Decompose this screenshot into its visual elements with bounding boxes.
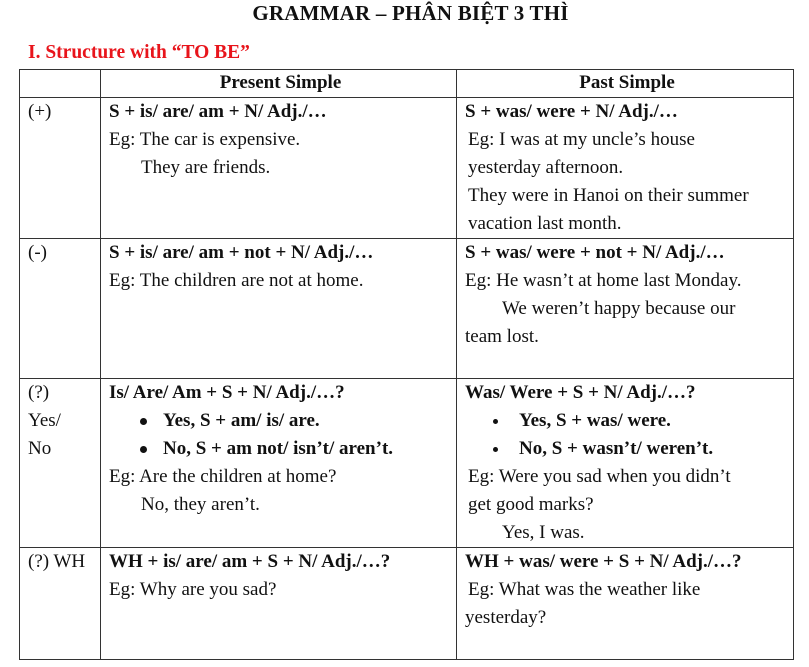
section-title: I. Structure with “TO BE” [28, 42, 250, 63]
example-text: Yes, I was. [502, 522, 585, 543]
table-row-wh-question [20, 548, 794, 660]
cell-past-positive [457, 98, 794, 239]
header-past-simple: Past Simple [457, 70, 794, 98]
formula-text: S + was/ were + not + N/ Adj./… [465, 242, 725, 263]
row-label-positive [20, 98, 101, 239]
cell-present-negative [101, 239, 457, 379]
example-text: yesterday? [465, 607, 547, 628]
table-row-yes-no-question [20, 379, 794, 548]
example-text: Eg: Were you sad when you didn’t [468, 466, 731, 487]
row-label-line: No [28, 438, 52, 459]
cell-present-wh [101, 548, 457, 660]
example-text: get good marks? [468, 494, 594, 515]
example-text: Eg: What was the weather like [468, 579, 701, 600]
formula-text: Is/ Are/ Am + S + N/ Adj./…? [109, 382, 345, 403]
cell-past-negative [457, 239, 794, 379]
row-label-line: (+) [28, 101, 52, 122]
row-label-yes-no [20, 379, 101, 548]
formula-text: S + is/ are/ am + not + N/ Adj./… [109, 242, 374, 263]
formula-text: S + was/ were + N/ Adj./… [465, 101, 678, 122]
header-present-simple: Present Simple [101, 70, 457, 98]
answer-bullet-list [465, 407, 789, 463]
example-text: yesterday afternoon. [468, 157, 624, 178]
example-text: team lost. [465, 326, 539, 347]
row-label-wh [20, 548, 101, 660]
example-text: Eg: The children are not at home. [109, 270, 364, 291]
row-label-negative [20, 239, 101, 379]
formula-text: S + is/ are/ am + N/ Adj./… [109, 101, 327, 122]
example-text: We weren’t happy because our [502, 298, 736, 319]
table-row-negative [20, 239, 794, 379]
header-empty [20, 70, 101, 98]
formula-text: WH + is/ are/ am + S + N/ Adj./…? [109, 551, 391, 572]
example-text: Eg: I was at my uncle’s house [468, 129, 695, 150]
answer-bullet-list [109, 407, 452, 463]
table-row-positive [20, 98, 794, 239]
row-label-line: Yes/ [28, 410, 61, 431]
row-label-line: (-) [28, 242, 47, 263]
row-label-line: (?) [28, 382, 50, 403]
bullet-item: Yes, S + am/ is/ are. [137, 407, 452, 435]
cell-past-yes-no [457, 379, 794, 548]
formula-text: WH + was/ were + S + N/ Adj./…? [465, 551, 742, 572]
bullet-item: Yes, S + was/ were. [493, 407, 789, 435]
cell-past-wh [457, 548, 794, 660]
cell-present-yes-no [101, 379, 457, 548]
example-text: They are friends. [141, 157, 271, 178]
example-text: Eg: Why are you sad? [109, 579, 277, 600]
grammar-table [19, 69, 794, 660]
bullet-item: No, S + am not/ isn’t/ aren’t. [137, 435, 452, 463]
bullet-item: No, S + wasn’t/ weren’t. [493, 435, 789, 463]
example-text: They were in Hanoi on their summer [468, 185, 749, 206]
example-text: No, they aren’t. [141, 494, 260, 515]
cell-present-positive [101, 98, 457, 239]
row-label-line: (?) WH [28, 551, 86, 572]
document-title: GRAMMAR – PHÂN BIỆT 3 THÌ [252, 1, 569, 25]
formula-text: Was/ Were + S + N/ Adj./…? [465, 382, 696, 403]
example-text: Eg: The car is expensive. [109, 129, 301, 150]
example-text: Eg: Are the children at home? [109, 466, 337, 487]
table-header-row [20, 70, 794, 98]
example-text: vacation last month. [468, 213, 622, 234]
example-text: Eg: He wasn’t at home last Monday. [465, 270, 742, 291]
